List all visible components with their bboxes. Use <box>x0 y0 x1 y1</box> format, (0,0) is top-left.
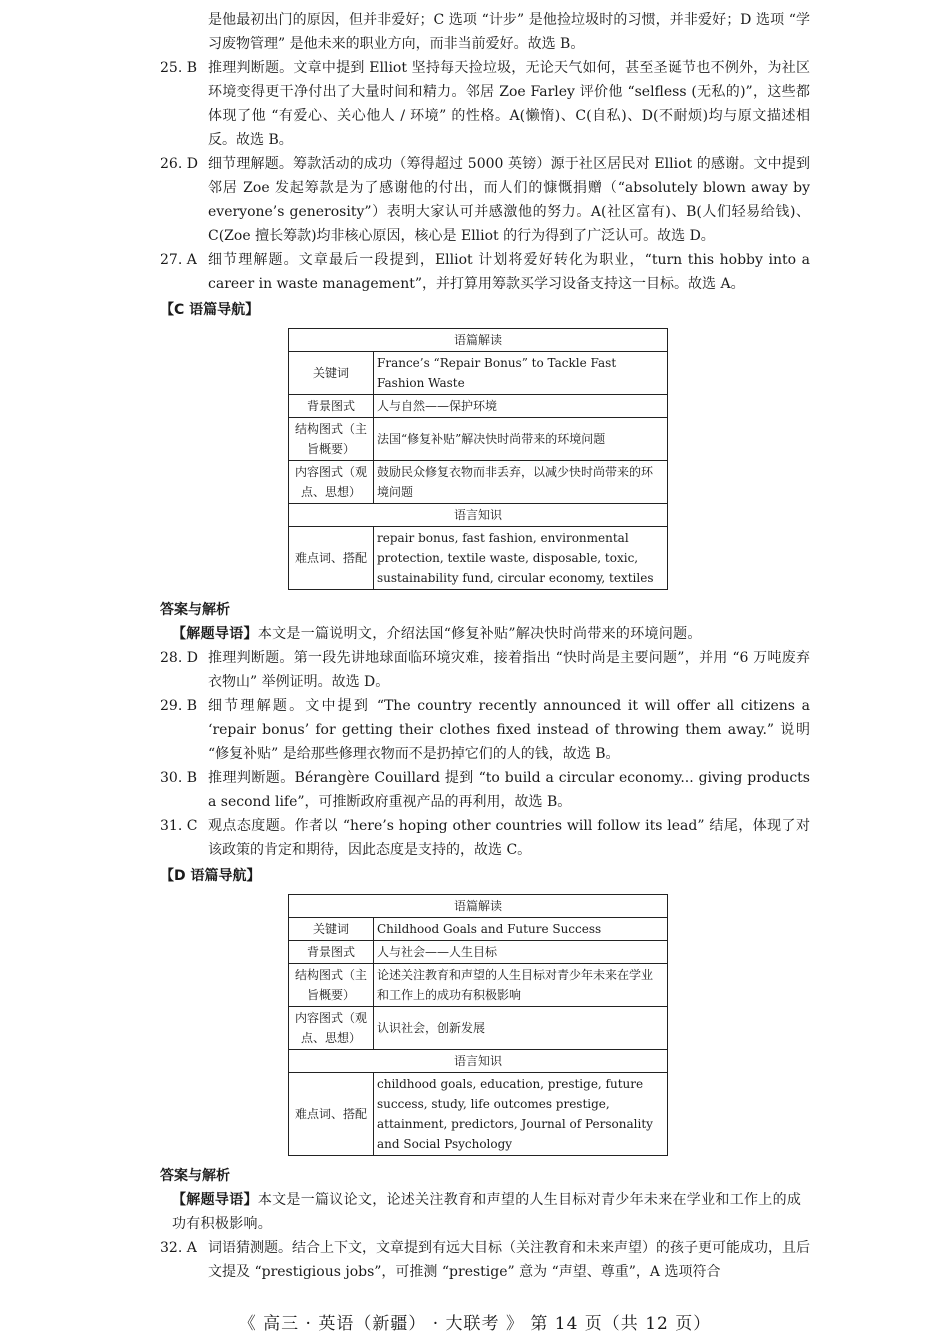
section-d-guide <box>160 1188 810 1236</box>
section-d-title: 【D 语篇导航】 <box>160 868 261 884</box>
table-row <box>289 527 668 590</box>
row-label: 背景图式 <box>289 395 374 418</box>
row-label: 背景图式 <box>289 941 374 964</box>
answer-number: 30. B <box>160 770 198 786</box>
answer-explanation: 推理判断题。文章中提到 Elliot 坚持每天捡垃圾，无论天气如何，甚至圣诞节也不例外，为社区环境变得更干净付出了大量时间和精力。邻居 Zoe Farley 评价他 “selfless (无私的)”，这些都体现了他 “有爱心、关心他人 / 环境” 的性格。A(懒惰)、C(自私)、D(不耐烦)均与原文描述相反。故选 B。 <box>208 60 810 148</box>
answer-explanation: 细节理解题。筹款活动的成功（筹得超过 5000 英镑）源于社区居民对 Elliot 的感谢。文中提到邻居 Zoe 发起筹款是为了感谢他的付出，而人们的慷慨捐赠（“absolutely blown away by everyone’s generosity”）表明大家认可并感激他的努力。A(社区富有)、B(人们轻易给钱)、C(Zoe 擅长筹款)均非核心原因，核心是 Elliot 的行为得到了广泛认可。故选 D。 <box>208 156 810 244</box>
row-value: 鼓励民众修复衣物而非丢弃，以减少快时尚带来的环境问题 <box>374 461 668 504</box>
row-value: 认识社会，创新发展 <box>374 1007 668 1050</box>
page-footer: 《 高三 · 英语（新疆） · 大联考 》 第 14 页（共 12 页） <box>238 1314 712 1334</box>
content-column <box>160 8 810 1284</box>
table-row <box>289 964 668 1007</box>
table-header-reading: 语篇解读 <box>289 895 668 918</box>
answer-item-29 <box>160 694 810 766</box>
row-value: 人与社会——人生目标 <box>374 941 668 964</box>
row-value: Childhood Goals and Future Success <box>374 918 668 941</box>
guide-text: 本文是一篇说明文，介绍法国“修复补贴”解决快时尚带来的环境问题。 <box>257 626 702 642</box>
answer-item-31 <box>160 814 810 862</box>
row-value: France’s “Repair Bonus” to Tackle Fast Fashion Waste <box>374 352 668 395</box>
table-row <box>289 418 668 461</box>
section-c-answers-title: 答案与解析 <box>160 602 230 618</box>
answer-number: 29. B <box>160 698 198 714</box>
table-row <box>289 1007 668 1050</box>
row-value: repair bonus, fast fashion, environmental protection, textile waste, disposable, toxic, sustainability fund, circular economy, textiles <box>374 527 668 590</box>
section-d-answers-title: 答案与解析 <box>160 1168 230 1184</box>
row-value: 人与自然——保护环境 <box>374 395 668 418</box>
table-row <box>289 352 668 395</box>
continued-paragraph: 是他最初出门的原因，但并非爱好；C 选项 “计步” 是他捡垃圾时的习惯，并非爱好；D 选项 “学习废物管理” 是他未来的职业方向，而非当前爱好。故选 B。 <box>208 12 810 52</box>
answer-number: 26. D <box>160 156 198 172</box>
answer-item-32 <box>160 1236 810 1284</box>
table-header-reading: 语篇解读 <box>289 329 668 352</box>
row-label: 难点词、搭配 <box>289 1073 374 1156</box>
section-c-guide <box>160 622 810 646</box>
table-row <box>289 1073 668 1156</box>
guide-label: 【解题导语】 <box>172 1192 258 1208</box>
answer-explanation: 观点态度题。作者以 “here’s hoping other countries will follow its lead” 结尾，体现了对该政策的肯定和期待，因此态度是支持的，故选 C。 <box>208 818 810 858</box>
guide-label: 【解题导语】 <box>172 626 258 642</box>
table-header-language: 语言知识 <box>289 1050 668 1073</box>
answer-explanation: 词语猜测题。结合上下文，文章提到有远大目标（关注教育和未来声望）的孩子更可能成功，且后文提及 “prestigious jobs”，可推测 “prestige” 意为 “声望、尊重”，A 选项符合 <box>208 1240 810 1280</box>
row-label: 难点词、搭配 <box>289 527 374 590</box>
answer-item-28 <box>160 646 810 694</box>
answer-item-27 <box>160 248 810 296</box>
row-value: childhood goals, education, prestige, future success, study, life outcomes prestige, attainment, predictors, Journal of Personality and Social Psychology <box>374 1073 668 1156</box>
row-label: 关键词 <box>289 352 374 395</box>
answer-number: 28. D <box>160 650 198 666</box>
answer-explanation: 推理判断题。第一段先讲地球面临环境灾难，接着指出 “快时尚是主要问题”，并用 “6 万吨废弃衣物山” 举例证明。故选 D。 <box>208 650 810 690</box>
row-label: 内容图式（观点、思想） <box>289 1007 374 1050</box>
row-label: 内容图式（观点、思想） <box>289 461 374 504</box>
answer-number: 31. C <box>160 818 198 834</box>
row-value: 法国“修复补贴”解决快时尚带来的环境问题 <box>374 418 668 461</box>
answer-number: 25. B <box>160 60 198 76</box>
row-label: 结构图式（主旨概要） <box>289 964 374 1007</box>
answer-explanation: 细节理解题。文中提到 “The country recently announced it will offer all citizens a ‘repair bonus’ for getting their clothes fixed instead of throwing them away.” 说明 “修复补贴” 是给那些修理衣物而不是扔掉它们的人的钱，故选 B。 <box>208 698 810 762</box>
section-c-navigation-table <box>288 328 668 590</box>
answer-item-30 <box>160 766 810 814</box>
answer-item-26 <box>160 152 810 248</box>
table-header-language: 语言知识 <box>289 504 668 527</box>
answer-number: 32. A <box>160 1240 197 1256</box>
answer-item-25 <box>160 56 810 152</box>
row-label: 结构图式（主旨概要） <box>289 418 374 461</box>
section-c-title: 【C 语篇导航】 <box>160 302 260 318</box>
section-d-navigation-table <box>288 894 668 1156</box>
table-row <box>289 918 668 941</box>
answer-explanation: 推理判断题。Bérangère Couillard 提到 “to build a circular economy... giving products a second life”，可推断政府重视产品的再利用，故选 B。 <box>208 770 810 810</box>
table-row <box>289 395 668 418</box>
row-label: 关键词 <box>289 918 374 941</box>
table-row <box>289 941 668 964</box>
answer-number: 27. A <box>160 252 197 268</box>
guide-text: 本文是一篇议论文，论述关注教育和声望的人生目标对青少年未来在学业和工作上的成功有积极影响。 <box>172 1192 802 1232</box>
row-value: 论述关注教育和声望的人生目标对青少年未来在学业和工作上的成功有积极影响 <box>374 964 668 1007</box>
answer-explanation: 细节理解题。文章最后一段提到，Elliot 计划将爱好转化为职业，“turn this hobby into a career in waste management”，并打算用筹款买学习设备支持这一目标。故选 A。 <box>208 252 810 292</box>
table-row <box>289 461 668 504</box>
